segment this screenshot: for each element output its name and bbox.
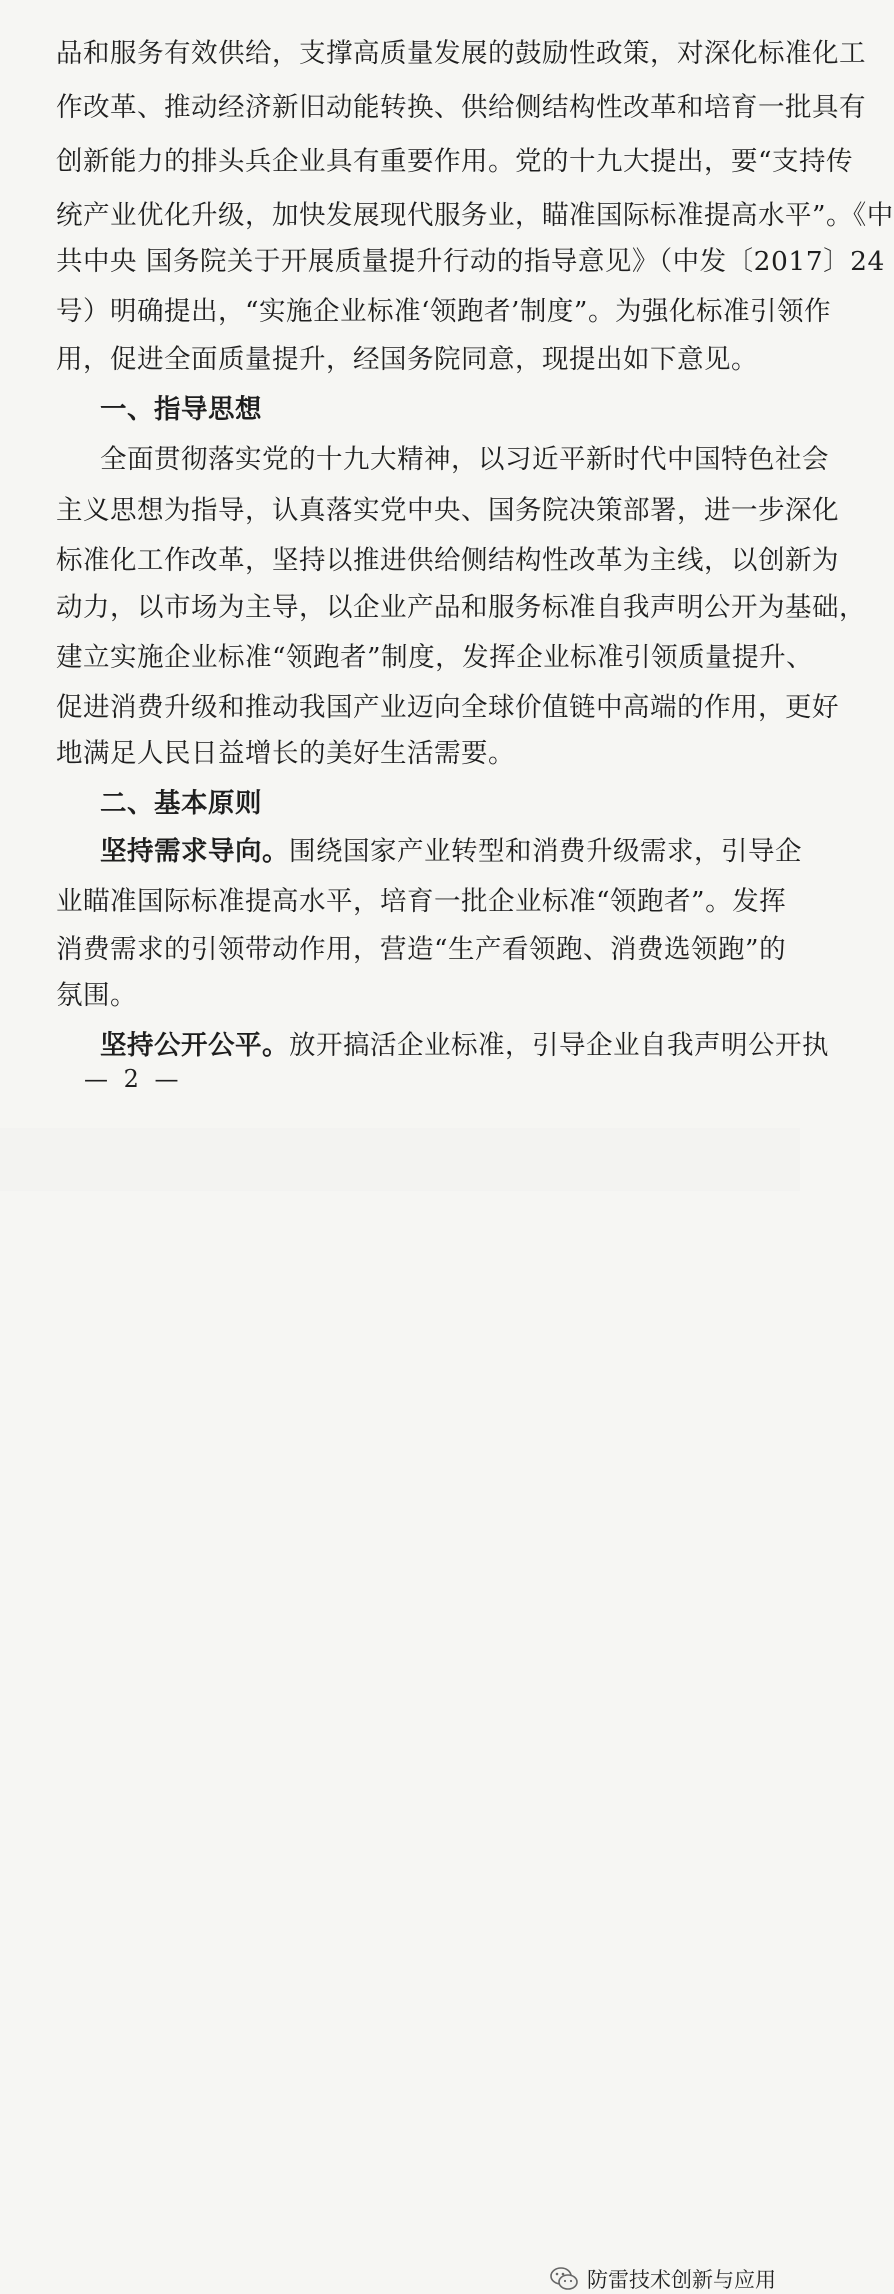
principle-title: 坚持公开公平。 (100, 1030, 289, 1061)
principle-text: 放开搞活企业标准，引导企业自我声明公开执 (289, 1030, 829, 1061)
text-line: 作改革、推动经济新旧动能转换、供给侧结构性改革和培育一批具有 (56, 92, 866, 123)
principle-title: 坚持需求导向。 (100, 836, 289, 867)
text-line: 品和服务有效供给，支撑高质量发展的鼓励性政策，对深化标准化工 (56, 38, 866, 69)
watermark-text: 防雷技术创新与应用 (587, 2268, 776, 2292)
section-heading: 二、基本原则 (100, 788, 262, 819)
text-line: 标准化工作改革，坚持以推进供给侧结构性改革为主线，以创新为 (56, 545, 839, 576)
footer-bar (0, 1128, 800, 2292)
section-heading: 一、指导思想 (100, 394, 262, 425)
principle-line (100, 1026, 829, 1066)
text-line: 全面贯彻落实党的十九大精神，以习近平新时代中国特色社会 (100, 444, 829, 475)
text-line: 促进消费升级和推动我国产业迈向全球价值链中高端的作用，更好 (56, 692, 839, 723)
page-number: — 2 — (84, 1065, 183, 1093)
text-line: 主义思想为指导，认真落实党中央、国务院决策部署，进一步深化 (56, 495, 839, 526)
wechat-icon (549, 2266, 579, 2292)
text-line: 消费需求的引领带动作用，营造“生产看领跑、消费选领跑”的 (56, 934, 787, 965)
principle-text: 围绕国家产业转型和消费升级需求，引导企 (289, 836, 802, 867)
watermark (549, 2264, 776, 2294)
text-line: 业瞄准国际标准提高水平，培育一批企业标准“领跑者”。发挥 (56, 886, 787, 917)
text-line: 共中央 国务院关于开展质量提升行动的指导意见》（中发〔2017〕24 (56, 246, 885, 277)
text-line: 动力，以市场为主导，以企业产品和服务标准自我声明公开为基础， (56, 592, 866, 623)
text-line: 用，促进全面质量提升，经国务院同意，现提出如下意见。 (56, 344, 758, 375)
principle-line (100, 832, 802, 872)
text-line: 地满足人民日益增长的美好生活需要。 (56, 738, 515, 769)
text-line: 建立实施企业标准“领跑者”制度，发挥企业标准引领质量提升、 (56, 642, 814, 673)
text-line: 氛围。 (56, 980, 137, 1011)
text-line: 统产业优化升级，加快发展现代服务业，瞄准国际标准提高水平”。《中 (56, 200, 894, 231)
text-line: 号）明确提出，“实施企业标准‘领跑者’制度”。为强化标准引领作 (56, 296, 831, 327)
text-line: 创新能力的排头兵企业具有重要作用。党的十九大提出，要“支持传 (56, 146, 854, 177)
